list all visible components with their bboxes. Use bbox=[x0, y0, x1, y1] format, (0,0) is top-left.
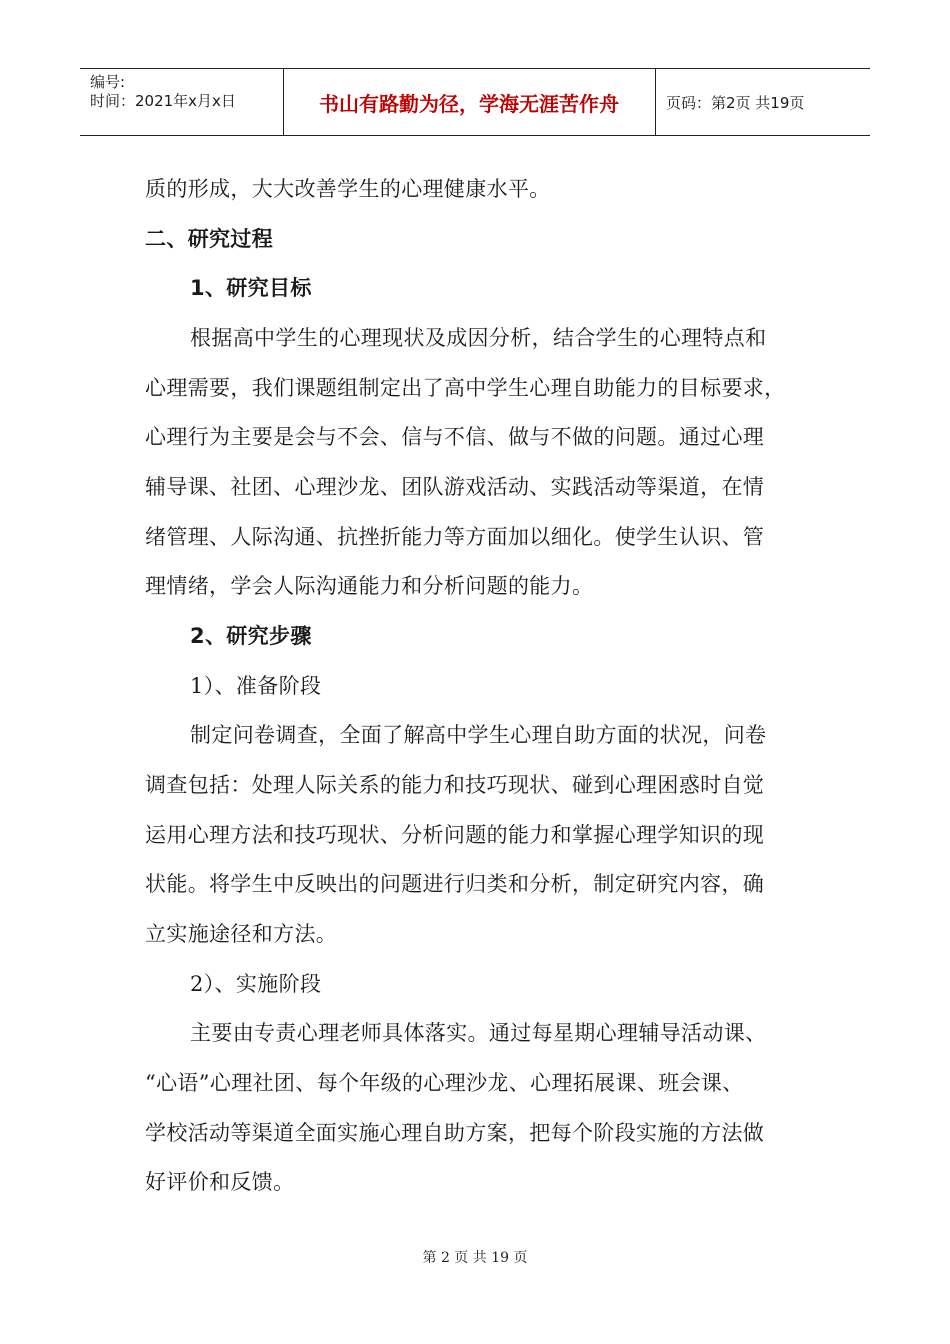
subsection-heading: 2、研究步骤 bbox=[190, 624, 312, 648]
page-footer: 第 2 页 共 19 页 bbox=[422, 1250, 528, 1266]
paragraph-line: 主要由专责心理老师具体落实。通过每星期心理辅导活动课、 bbox=[190, 1021, 767, 1045]
paragraph-line: 制定问卷调查，全面了解高中学生心理自助方面的状况，问卷 bbox=[190, 723, 767, 747]
header-motto: 书山有路勤为径，学海无涯苦作舟 bbox=[283, 69, 656, 135]
step-heading: 1）、准备阶段 bbox=[190, 674, 322, 698]
document-date-label: 时间：2021年x月x日 bbox=[90, 92, 236, 110]
paragraph-line: “心语”心理社团、每个年级的心理沙龙、心理拓展课、班会课、 bbox=[145, 1071, 744, 1095]
paragraph-line: 绪管理、人际沟通、抗挫折能力等方面加以细化。使学生认识、管 bbox=[145, 525, 765, 549]
section-heading: 二、研究过程 bbox=[145, 227, 274, 251]
paragraph-line: 辅导课、社团、心理沙龙、团队游戏活动、实践活动等渠道，在情 bbox=[145, 475, 765, 499]
subsection-heading: 1、研究目标 bbox=[190, 276, 312, 300]
paragraph-line: 立实施途径和方法。 bbox=[145, 922, 338, 946]
page-header bbox=[80, 68, 870, 136]
paragraph-line: 心理行为主要是会与不会、信与不信、做与不做的问题。通过心理 bbox=[145, 425, 765, 449]
header-meta-cell bbox=[80, 69, 284, 135]
paragraph-line: 根据高中学生的心理现状及成因分析，结合学生的心理特点和 bbox=[190, 326, 767, 350]
step-heading: 2）、实施阶段 bbox=[190, 972, 322, 996]
paragraph-line: 学校活动等渠道全面实施心理自助方案，把每个阶段实施的方法做 bbox=[145, 1121, 765, 1145]
paragraph-line: 心理需要，我们课题组制定出了高中学生心理自助能力的目标要求， bbox=[145, 376, 786, 400]
paragraph-line: 好评价和反馈。 bbox=[145, 1170, 295, 1194]
header-page-indicator: 页码：第2页 共19页 bbox=[666, 93, 805, 112]
paragraph-line: 质的形成，大大改善学生的心理健康水平。 bbox=[145, 177, 551, 201]
paragraph-line: 运用心理方法和技巧现状、分析问题的能力和掌握心理学知识的现 bbox=[145, 823, 765, 847]
paragraph-line: 状能。将学生中反映出的问题进行归类和分析，制定研究内容，确 bbox=[145, 872, 765, 896]
paragraph-line: 理情绪，学会人际沟通能力和分析问题的能力。 bbox=[145, 574, 594, 598]
document-number-label: 编号: bbox=[90, 73, 126, 91]
paragraph-line: 调查包括：处理人际关系的能力和技巧现状、碰到心理困惑时自觉 bbox=[145, 773, 765, 797]
